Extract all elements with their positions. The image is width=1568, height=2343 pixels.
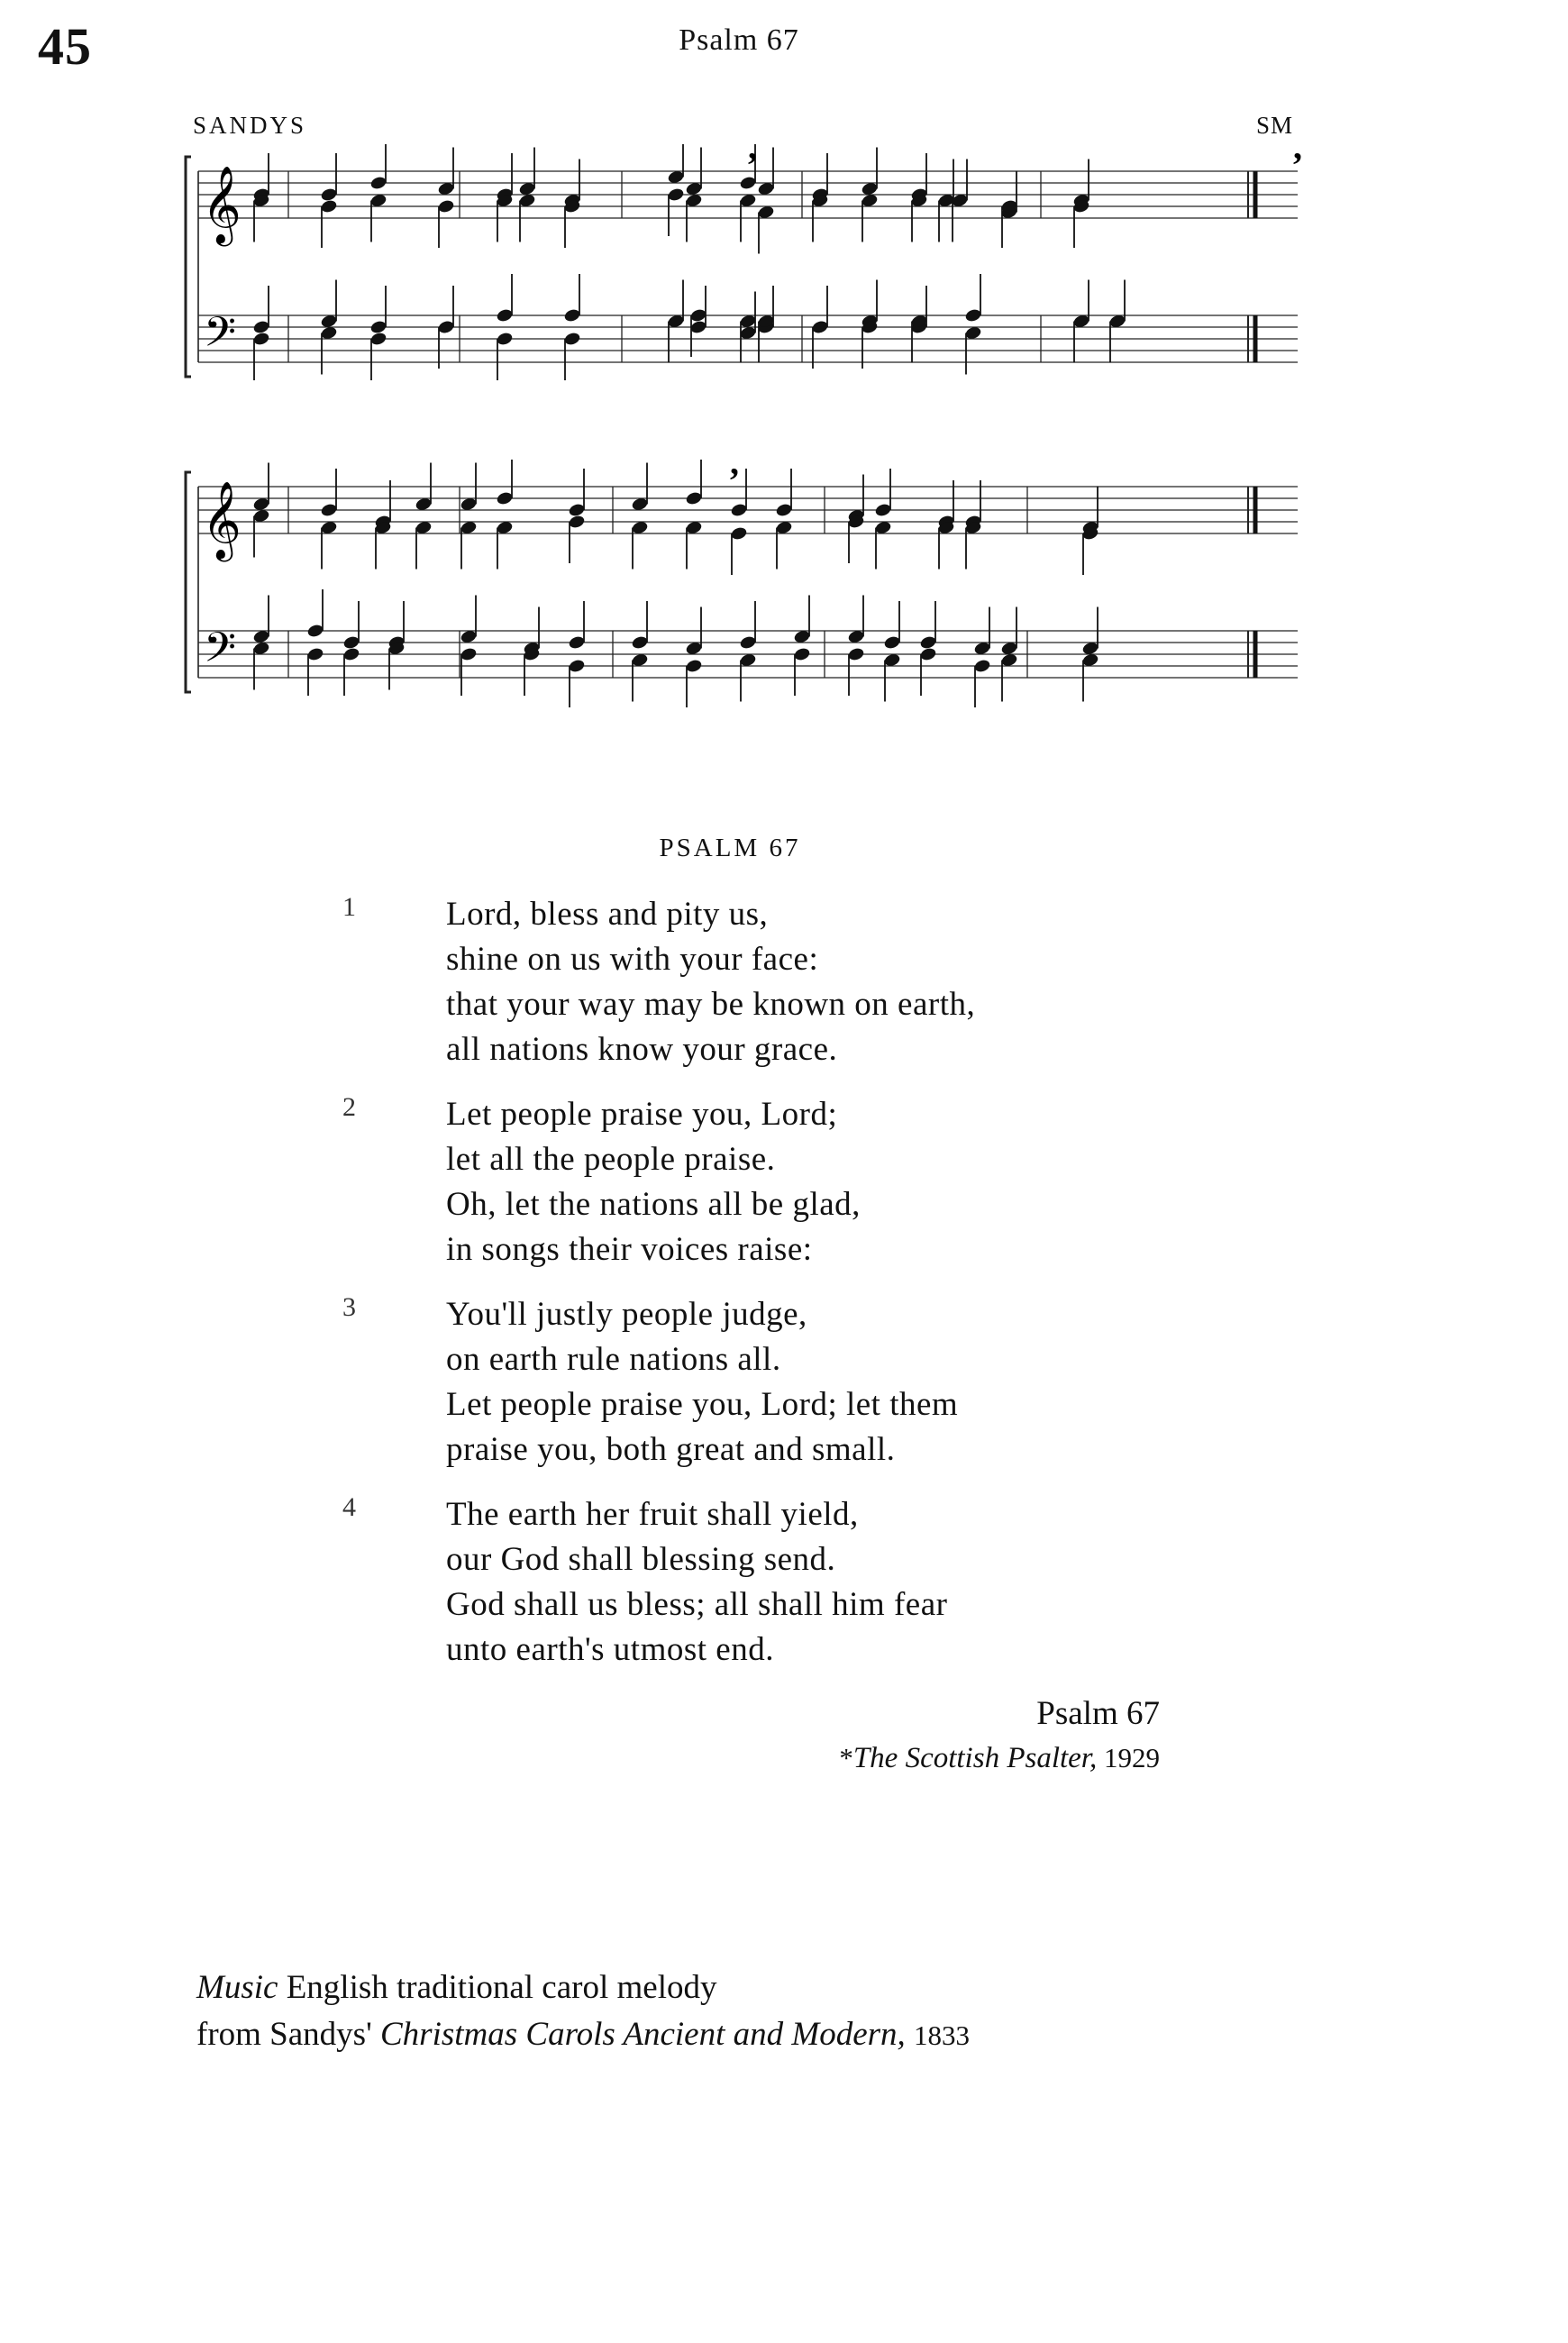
note-head	[667, 187, 685, 202]
bass-clef-icon: 𝄢	[204, 308, 237, 367]
note-head	[811, 319, 829, 334]
verse-line: You'll justly people judge,	[446, 1296, 807, 1333]
note-head	[437, 198, 455, 214]
note-heads	[252, 460, 1099, 707]
note-head	[730, 525, 748, 541]
music-system-1	[171, 144, 1316, 415]
music-credit-line-2	[196, 2011, 970, 2059]
brace-bracket	[186, 472, 191, 692]
music-credit-label: Music	[196, 1969, 278, 2006]
translation-year: 1929	[1104, 1742, 1160, 1773]
verse-line: on earth rule nations all.	[446, 1341, 781, 1378]
verse-line: Let people praise you, Lord; let them	[446, 1386, 959, 1423]
running-head: Psalm 67	[679, 23, 799, 57]
note-head	[369, 175, 387, 190]
note-head	[775, 502, 793, 517]
verse-line: that your way may be known on earth,	[446, 986, 976, 1023]
note-head	[306, 623, 324, 638]
translation-marker: *	[839, 1742, 853, 1773]
staff-lines	[198, 487, 1298, 678]
music-system-2	[171, 460, 1316, 730]
note-head	[568, 658, 586, 673]
note-head	[685, 490, 703, 506]
treble-clef-icon: 𝄞	[202, 166, 242, 243]
breath-mark-icon: ,	[748, 144, 757, 167]
verse-line: all nations know your grace.	[446, 1031, 838, 1068]
music-credit-year: 1833	[914, 2019, 971, 2051]
note-head	[252, 331, 270, 346]
translation-title: The Scottish Psalter,	[852, 1742, 1098, 1774]
system-bracket	[186, 472, 198, 692]
note-head	[568, 502, 586, 517]
psalm-heading: PSALM 67	[659, 834, 801, 862]
note-heads	[252, 144, 1126, 380]
music-credit-line-1	[196, 1965, 970, 2011]
barlines	[288, 487, 1255, 678]
note-head	[973, 658, 991, 673]
verse-number: 2	[342, 1092, 356, 1122]
breath-mark-icon: ,	[1293, 144, 1302, 167]
music-credit-book: Christmas Carols Ancient and Modern,	[380, 2016, 906, 2053]
verse-line: Oh, let the nations all be glad,	[446, 1186, 861, 1223]
note-head	[568, 634, 586, 650]
note-head	[919, 646, 937, 661]
note-head	[252, 319, 270, 334]
hymn-number: 45	[38, 17, 92, 76]
brace-bracket	[186, 157, 191, 377]
note-head	[685, 658, 703, 673]
verse-line: Let people praise you, Lord;	[446, 1096, 838, 1133]
note-head	[563, 307, 581, 323]
verse-number: 4	[342, 1492, 356, 1522]
note-head	[563, 331, 581, 346]
scripture-reference: Psalm 67	[1036, 1695, 1160, 1732]
verse-line: Lord, bless and pity us,	[446, 896, 769, 933]
note-head	[496, 490, 514, 506]
note-head	[689, 319, 707, 334]
breath-mark-icon: ,	[730, 460, 739, 482]
music-credit	[196, 1965, 970, 2059]
music-credit-prefix: from Sandys'	[196, 2016, 372, 2053]
verse-line: shine on us with your face:	[446, 941, 819, 978]
verse-number: 3	[342, 1292, 356, 1322]
verse-line: our God shall blessing send.	[446, 1541, 836, 1578]
treble-clef-icon: 𝄞	[202, 481, 242, 559]
note-head	[306, 646, 324, 661]
note-head	[739, 175, 757, 190]
note-head	[568, 514, 586, 529]
note-head	[631, 634, 649, 650]
note-head	[320, 198, 338, 214]
verse-line: let all the people praise.	[446, 1141, 776, 1178]
note-head	[342, 646, 360, 661]
note-head	[730, 502, 748, 517]
note-head	[739, 634, 757, 650]
note-head	[320, 187, 338, 202]
note-head	[342, 634, 360, 650]
verse-line: in songs their voices raise:	[446, 1231, 813, 1268]
note-head	[964, 307, 982, 323]
verse-number: 1	[342, 892, 356, 922]
note-head	[874, 502, 892, 517]
verse-line: The earth her fruit shall yield,	[446, 1496, 859, 1533]
translation-credit	[839, 1742, 1160, 1775]
music-credit-source: English traditional carol melody	[286, 1969, 717, 2006]
note-head	[496, 331, 514, 346]
system-bracket	[186, 157, 198, 377]
meter: SM	[1256, 112, 1294, 139]
note-head	[460, 646, 478, 661]
bass-clef-icon: 𝄢	[204, 624, 237, 682]
note-head	[320, 502, 338, 517]
verse-line: unto earth's utmost end.	[446, 1631, 774, 1668]
note-head	[689, 307, 707, 323]
note-head	[437, 319, 455, 334]
note-head	[793, 646, 811, 661]
note-head	[919, 634, 937, 650]
note-head	[369, 319, 387, 334]
tune-name: SANDYS	[193, 112, 307, 139]
note-head	[496, 307, 514, 323]
note-head	[847, 646, 865, 661]
verse-line: praise you, both great and small.	[446, 1431, 896, 1468]
verse-line: God shall us bless; all shall him fear	[446, 1586, 948, 1623]
note-head	[883, 634, 901, 650]
note-head	[369, 331, 387, 346]
